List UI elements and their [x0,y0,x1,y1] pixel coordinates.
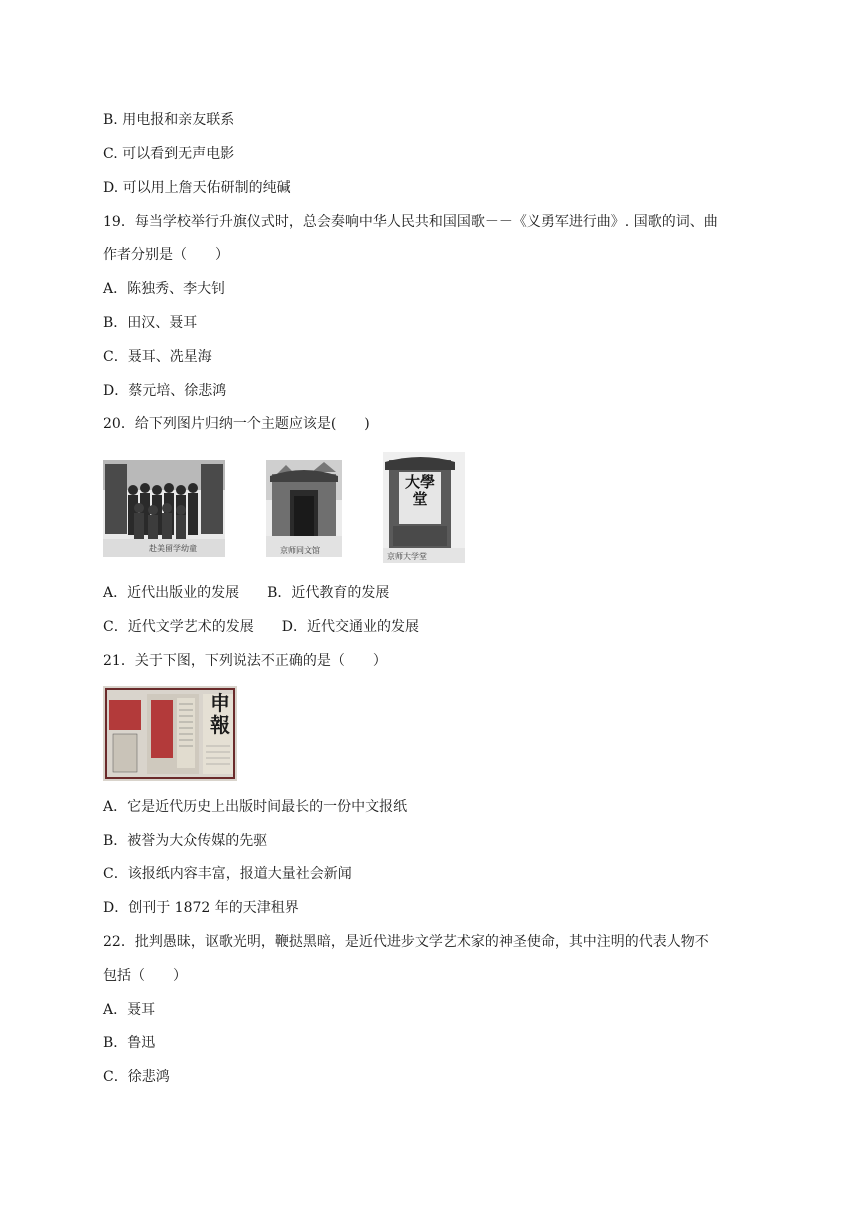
q20-stem: 20．给下列图片归纳一个主题应该是( ) [103,416,370,432]
q22-stem-line2: 包括（ ） [103,968,187,984]
q19-option-b: B．田汉、聂耳 [103,315,198,331]
q21-option-a: A．它是近代历史上出版时间最长的一份中文报纸 [103,799,408,815]
q20-option-b: B．近代教育的发展 [267,585,390,601]
students-photo [103,460,225,557]
q21-option-d: D．创刊于 1872 年的天津租界 [103,900,299,916]
q20-option-a: A．近代出版业的发展 [103,585,240,601]
q20-options-row1 [103,583,389,603]
q18-option-b: B. 用电报和亲友联系 [103,112,235,128]
q21-stem: 21．关于下图，下列说法不正确的是（ ） [103,653,387,669]
imperial-university-photo-caption: 京师大学堂 [387,552,427,561]
plaque-text: 大學堂 [404,473,435,508]
q19-option-c: C．聂耳、冼星海 [103,349,212,365]
shenbao-newspaper-photo [103,686,237,781]
q20-options-row2 [103,617,419,637]
q20-option-c: C．近代文学艺术的发展 [103,619,254,635]
students-photo-caption: 赴美留学幼童 [149,544,197,553]
q19-option-a: A．陈独秀、李大钊 [103,281,226,297]
q20-option-d: D．近代交通业的发展 [281,619,419,635]
tongwenguan-photo-caption: 京师同文馆 [280,546,320,555]
newspaper-masthead: 申報 [210,691,230,737]
q21-option-b: B．被誉为大众传媒的先驱 [103,833,268,849]
q18-option-c: C. 可以看到无声电影 [103,146,235,162]
q19-stem-line2: 作者分别是（ ） [103,247,229,263]
imperial-university-photo [383,452,465,563]
q22-option-c: C．徐悲鸿 [103,1069,170,1085]
q22-option-b: B．鲁迅 [103,1035,156,1051]
tongwenguan-photo [266,460,342,557]
q18-option-d: D. 可以用上詹天佑研制的纯碱 [103,180,291,196]
q22-stem-line1: 22．批判愚昧，讴歌光明，鞭挞黑暗，是近代进步文学艺术家的神圣使命，其中注明的代表人物不 [103,934,709,950]
q21-option-c: C．该报纸内容丰富，报道大量社会新闻 [103,866,352,882]
q22-option-a: A．聂耳 [103,1002,156,1018]
q19-stem-line1: 19．每当学校举行升旗仪式时，总会奏响中华人民共和国国歌－－《义勇军进行曲》. 国歌的词、曲 [103,214,718,230]
q19-option-d: D．蔡元培、徐悲鸿 [103,383,227,399]
